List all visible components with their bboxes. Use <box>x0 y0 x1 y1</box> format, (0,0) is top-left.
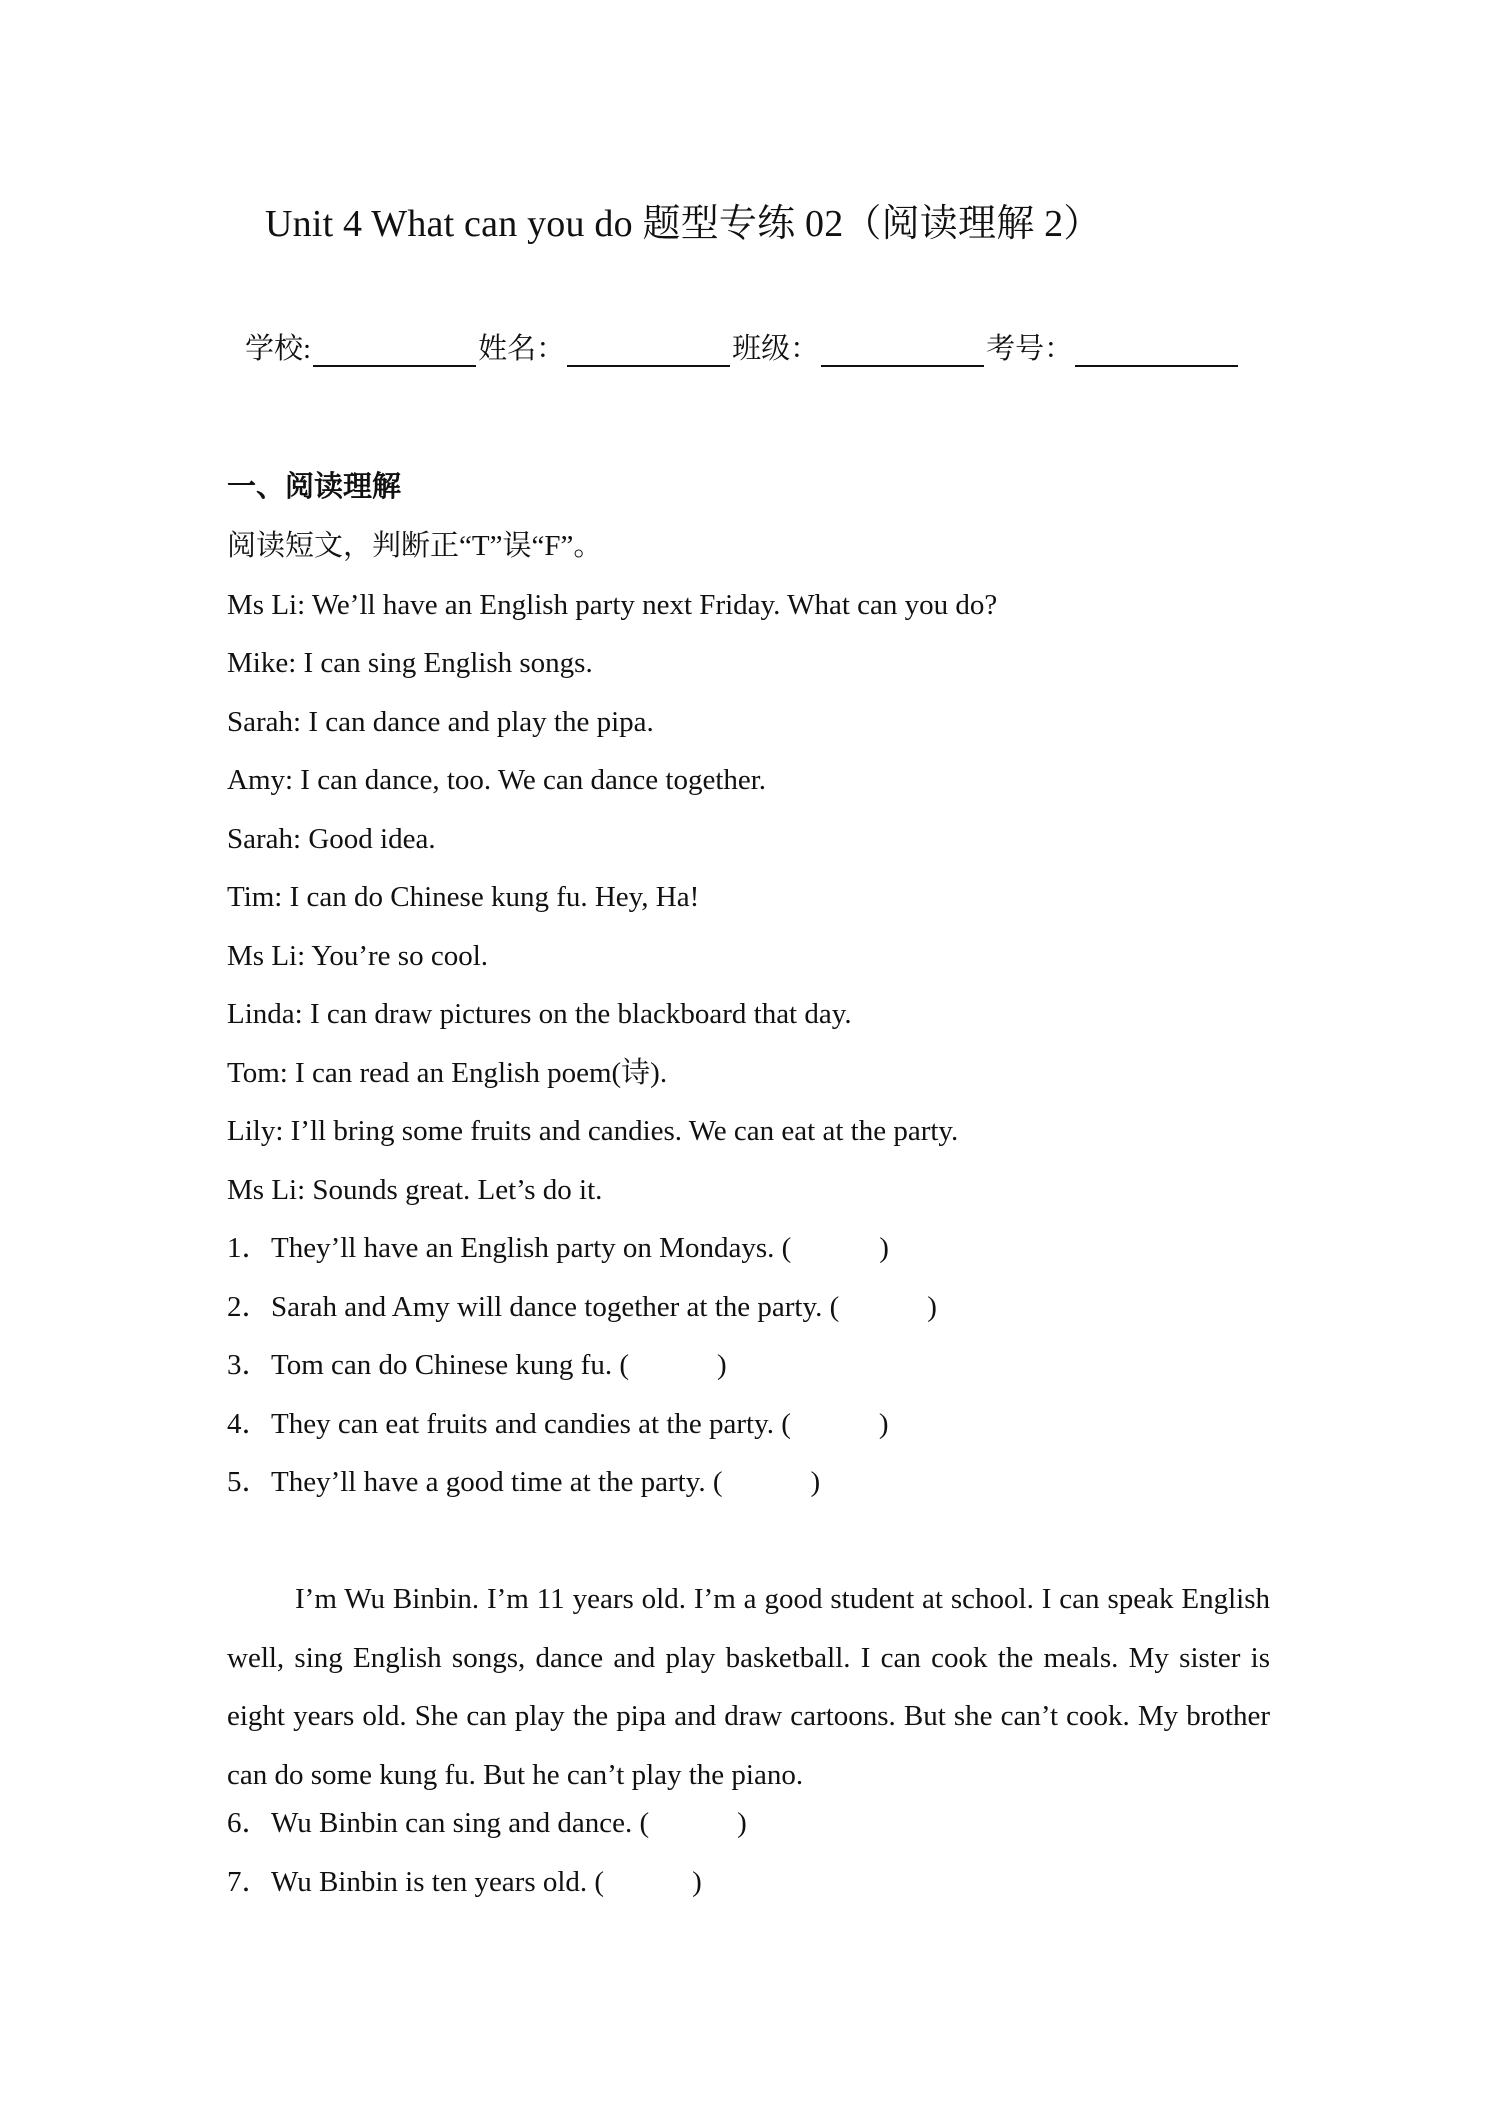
close-paren: ) <box>878 1407 889 1440</box>
student-info-row <box>245 326 1240 367</box>
section-heading: 一、阅读理解 <box>227 471 402 503</box>
exam-number-label: 考号： <box>986 333 1074 365</box>
question-number: 6． <box>227 1807 271 1839</box>
question-number: 3． <box>227 1349 271 1381</box>
dialogue-line: Ms Li: You’re so cool. <box>227 939 489 972</box>
school-label: 学校: <box>245 333 312 365</box>
question-item <box>227 1862 747 1921</box>
dialogue-line: Tim: I can do Chinese kung fu. Hey, Ha! <box>227 881 700 913</box>
close-paren: ) <box>737 1807 747 1839</box>
reading-two-questions <box>227 1803 747 1920</box>
question-text: They’ll have a good time at the party. ( <box>271 1466 723 1498</box>
question-number: 7． <box>227 1865 271 1898</box>
passage-two: I’m Wu Binbin. I’m 11 years old. I’m a good student at school. I can speak English well, sing English songs, dance and play basketball. I can cook the meals. My sister is eight years old. She can play the pipa and draw cartoons. But she can’t cook. My brother can do some kung fu. But he can’t play the piano. <box>227 1583 1270 1791</box>
question-item <box>227 1404 997 1463</box>
dialogue-line: Tom: I can read an English poem(诗). <box>227 1056 668 1089</box>
question-number: 1． <box>227 1232 271 1264</box>
question-item <box>227 1287 997 1346</box>
question-item <box>227 1462 997 1521</box>
question-text: Tom can do Chinese kung fu. ( <box>271 1349 629 1381</box>
dialogue-line: Linda: I can draw pictures on the blackboard that day. <box>227 998 852 1030</box>
question-item <box>227 1803 747 1862</box>
reading-one <box>227 526 997 1521</box>
close-paren: ) <box>927 1290 937 1323</box>
dialogue-line: Sarah: Good idea. <box>227 822 436 855</box>
question-text: Wu Binbin is ten years old. ( <box>271 1865 605 1898</box>
close-paren: ) <box>879 1232 889 1264</box>
question-text: Wu Binbin can sing and dance. ( <box>271 1807 650 1839</box>
question-number: 4． <box>227 1407 271 1440</box>
page-title: Unit 4 What can you do 题型专练 02（阅读理解 2） <box>265 203 1102 245</box>
class-label: 班级： <box>732 333 820 365</box>
name-label: 姓名： <box>478 333 566 365</box>
question-text: They’ll have an English party on Mondays. ( <box>271 1232 792 1264</box>
dialogue-line: Amy: I can dance, too. We can dance together. <box>227 764 767 796</box>
close-paren: ) <box>810 1466 821 1498</box>
dialogue-line: Lily: I’ll bring some fruits and candies. We can eat at the party. <box>227 1115 959 1147</box>
class-blank[interactable] <box>821 331 984 367</box>
question-number: 5． <box>227 1466 271 1498</box>
school-blank[interactable] <box>313 331 476 367</box>
name-blank[interactable] <box>567 331 730 367</box>
question-item <box>227 1345 997 1404</box>
question-number: 2． <box>227 1290 271 1323</box>
dialogue-line: Mike: I can sing English songs. <box>227 647 593 679</box>
question-item <box>227 1228 997 1287</box>
exam-number-blank[interactable] <box>1075 331 1238 367</box>
dialogue-line: Sarah: I can dance and play the pipa. <box>227 705 654 738</box>
question-text: Sarah and Amy will dance together at the party. ( <box>271 1290 840 1323</box>
instruction: 阅读短文，判断正“T”误“F”。 <box>227 530 603 562</box>
dialogue-line: Ms Li: Sounds great. Let’s do it. <box>227 1173 603 1206</box>
close-paren: ) <box>716 1349 727 1381</box>
question-text: They can eat fruits and candies at the party. ( <box>271 1407 791 1440</box>
close-paren: ) <box>692 1865 702 1898</box>
dialogue-line: Ms Li: We’ll have an English party next Friday. What can you do? <box>227 588 998 621</box>
